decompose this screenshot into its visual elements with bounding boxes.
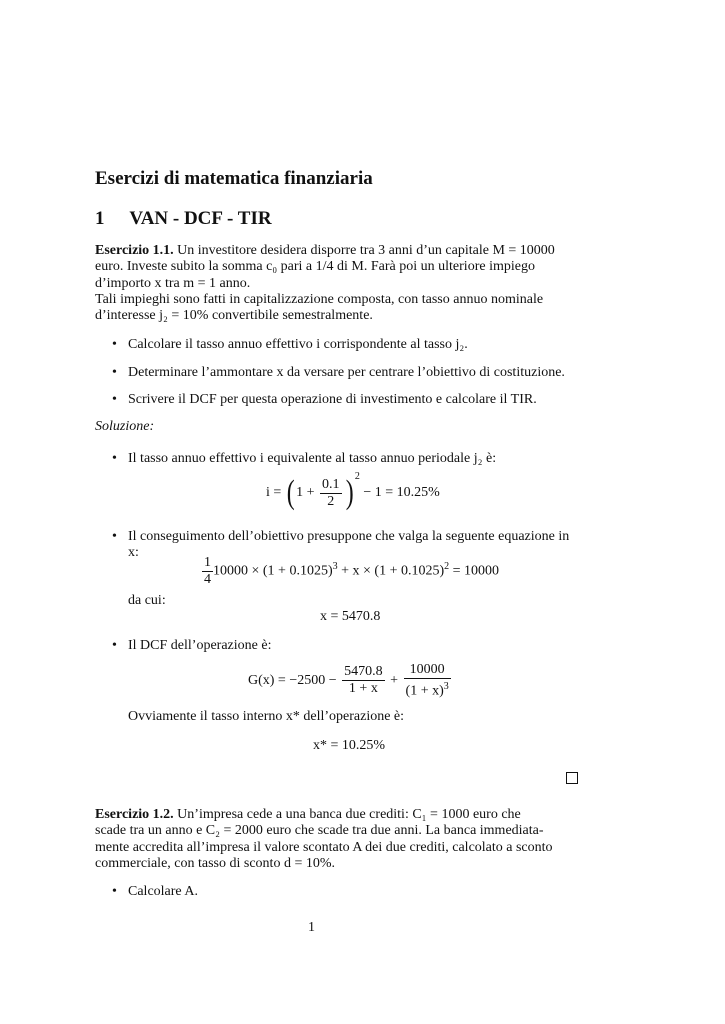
section-number: 1 bbox=[95, 208, 105, 229]
exercise-1-2-line-4: commerciale, con tasso di sconto d = 10%. bbox=[95, 855, 336, 871]
exercise-1-1-line-2: euro. Investe subito la somma c₀ pari a 1/4 di M. Farà poi un ulteriore impiego bbox=[95, 259, 535, 275]
equation-irr: x* = 10.25% bbox=[313, 738, 386, 753]
section-heading bbox=[95, 208, 272, 230]
exercise-1-2-line-2: scade tra un anno e C₂ = 2000 euro che scade tra due anni. La banca immediata- bbox=[95, 823, 544, 839]
fraction bbox=[202, 555, 213, 588]
equation-lhs: G(x) = −2500 − bbox=[248, 673, 337, 689]
exercise-1-2-line-3: mente accredita all’impresa il valore scontato A dei due crediti, calcolato a sconto bbox=[95, 839, 553, 855]
fraction-denominator: 2 bbox=[327, 493, 335, 509]
fraction bbox=[404, 662, 451, 700]
exercise-1-2-line-1 bbox=[95, 807, 577, 823]
fraction-numerator: 10000 bbox=[404, 662, 451, 679]
solution-label: Soluzione: bbox=[95, 419, 155, 434]
fraction-numerator: 5470.8 bbox=[344, 664, 383, 680]
section-title: VAN - DCF - TIR bbox=[129, 208, 272, 229]
bullet-icon: • bbox=[112, 365, 117, 380]
page-number: 1 bbox=[308, 920, 315, 935]
bullet-icon: • bbox=[112, 884, 117, 899]
exercise-1-1-text-1: Un investitore desidera disporre tra 3 anni d’un capitale M = 10000 bbox=[177, 243, 555, 258]
fraction-numerator: 1 bbox=[204, 555, 211, 570]
list-item-text: Il tasso annuo effettivo i equivalente al tasso annuo periodale j₂ è: bbox=[128, 451, 497, 466]
fraction bbox=[320, 477, 342, 510]
equation-term-1: 10000 × (1 + 0.1025) bbox=[213, 563, 333, 579]
fraction bbox=[342, 664, 385, 697]
list-item bbox=[112, 884, 578, 900]
plus-sign: + bbox=[390, 673, 399, 689]
exercise-1-2-text-1: Un’impresa cede a una banca due crediti: C₁ = 1000 euro che bbox=[177, 807, 521, 822]
left-paren-icon: ( bbox=[286, 474, 295, 511]
exponent: 3 bbox=[332, 561, 338, 573]
exercise-1-1-line-1 bbox=[95, 243, 577, 259]
list-item-text-line-1: Il conseguimento dell’obiettivo presuppone che valga la seguente equazione in bbox=[128, 529, 570, 544]
da-cui-text: da cui: bbox=[128, 593, 166, 608]
exercise-1-1-line-3: d’importo x tra m = 1 anno. bbox=[95, 275, 251, 291]
exercise-1-1 bbox=[95, 243, 577, 324]
equation-one: 1 + bbox=[296, 485, 315, 501]
list-item bbox=[112, 337, 578, 353]
exercise-1-2-label: Esercizio 1.2. bbox=[95, 807, 174, 822]
exercise-1-1-line-5: d’interesse j₂ = 10% convertibile semestralmente. bbox=[95, 308, 373, 324]
obviously-text: Ovviamente il tasso interno x* dell’operazione è: bbox=[128, 709, 405, 724]
list-item bbox=[112, 451, 578, 467]
list-item-text-line-2: x: bbox=[128, 545, 139, 561]
denominator-base: (1 + x) bbox=[405, 683, 444, 699]
fraction-denominator bbox=[404, 679, 451, 700]
equation-dcf bbox=[248, 662, 453, 700]
list-item bbox=[112, 392, 578, 408]
equation-effective-rate bbox=[266, 470, 440, 511]
equation-lhs: i = bbox=[266, 485, 282, 501]
list-item-text: Calcolare A. bbox=[128, 884, 198, 899]
equation-rhs: = 10000 bbox=[449, 563, 500, 579]
equation-objective bbox=[202, 555, 499, 588]
list-item-text: Il DCF dell’operazione è: bbox=[128, 638, 272, 653]
fraction-numerator: 0.1 bbox=[322, 476, 340, 492]
list-item bbox=[112, 638, 578, 654]
qed-square-icon bbox=[566, 772, 578, 784]
fraction-denominator: 1 + x bbox=[348, 681, 378, 697]
exponent: 3 bbox=[443, 681, 449, 692]
document-title: Esercizi di matematica finanziaria bbox=[95, 168, 373, 189]
bullet-icon: • bbox=[112, 529, 117, 544]
bullet-icon: • bbox=[112, 638, 117, 653]
equation-rhs: − 1 = 10.25% bbox=[363, 485, 440, 501]
bullet-icon: • bbox=[112, 337, 117, 352]
equation-term-2: + x × (1 + 0.1025) bbox=[337, 563, 445, 579]
exponent: 2 bbox=[354, 470, 360, 482]
list-item bbox=[112, 365, 578, 381]
exercise-1-2 bbox=[95, 807, 577, 872]
exercise-1-1-label: Esercizio 1.1. bbox=[95, 243, 174, 258]
list-item-text: Calcolare il tasso annuo effettivo i corrispondente al tasso j₂. bbox=[128, 337, 468, 352]
fraction-denominator: 4 bbox=[204, 572, 211, 587]
list-item-text: Determinare l’ammontare x da versare per centrare l’obiettivo di costituzione. bbox=[128, 365, 565, 380]
exercise-1-1-line-4: Tali impieghi sono fatti in capitalizzazione composta, con tasso annuo nominale bbox=[95, 291, 544, 307]
bullet-icon: • bbox=[112, 451, 117, 466]
right-paren-icon: ) bbox=[345, 474, 354, 511]
equation-x-value: x = 5470.8 bbox=[320, 609, 381, 624]
bullet-icon: • bbox=[112, 392, 117, 407]
exponent: 2 bbox=[444, 561, 450, 573]
list-item-text: Scrivere il DCF per questa operazione di investimento e calcolare il TIR. bbox=[128, 392, 537, 407]
